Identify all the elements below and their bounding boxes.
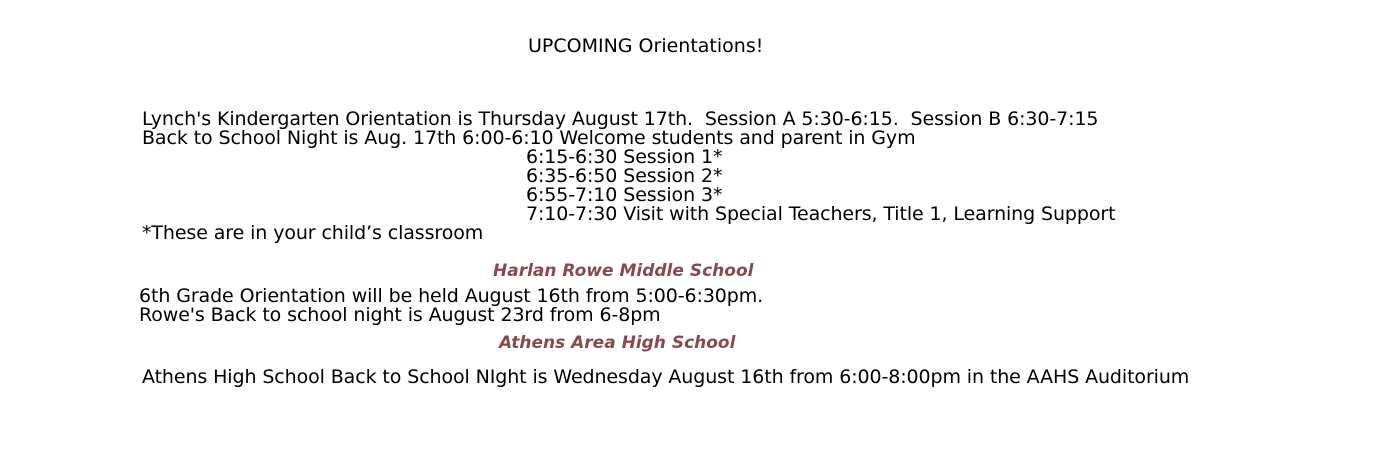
lynch-schedule-session-3: 6:55-7:10 Session 3*	[526, 184, 723, 206]
athens-back-to-school-line: Athens High School Back to School NIght is Wednesday August 16th from 6:00-8:00pm in the AAHS Auditorium	[142, 366, 1190, 388]
lynch-back-to-school-line: Back to School Night is Aug. 17th 6:00-6:10 Welcome students and parent in Gym	[142, 127, 916, 149]
harlan-back-to-school-line: Rowe's Back to school night is August 23rd from 6-8pm	[139, 304, 661, 326]
athens-heading: Athens Area High School	[499, 333, 736, 353]
lynch-orientation-line: Lynch's Kindergarten Orientation is Thursday August 17th. Session A 5:30-6:15. Session B 6:30-7:15	[142, 108, 1099, 130]
lynch-schedule-session-2: 6:35-6:50 Session 2*	[526, 165, 723, 187]
lynch-schedule-session-1: 6:15-6:30 Session 1*	[526, 146, 723, 168]
harlan-orientation-line: 6th Grade Orientation will be held August 16th from 5:00-6:30pm.	[139, 285, 764, 307]
harlan-rowe-heading: Harlan Rowe Middle School	[493, 261, 754, 281]
lynch-schedule-special-teachers: 7:10-7:30 Visit with Special Teachers, Title 1, Learning Support	[526, 203, 1116, 225]
lynch-footnote: *These are in your child’s classroom	[142, 222, 484, 244]
page-title: UPCOMING Orientations!	[528, 35, 764, 57]
